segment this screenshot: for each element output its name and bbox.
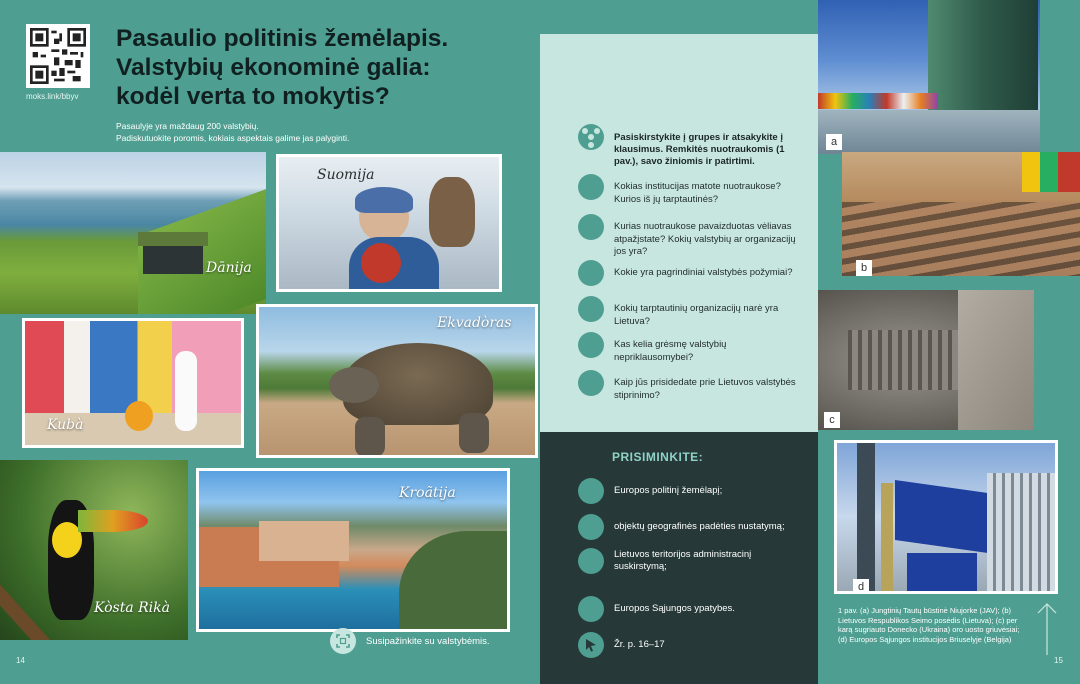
remember-item-2 — [578, 514, 804, 540]
intro-line-2: Padiskutuokite poromis, kokiais aspektais galime jas palyginti. — [116, 133, 350, 143]
caption-ecuador: Ekvadòras — [437, 315, 512, 331]
title-line-3: kodėl verta to mokytis? — [116, 83, 390, 110]
photo-cuba — [22, 318, 244, 448]
remember-item-1 — [578, 478, 804, 504]
figure-caption: 1 pav. (a) Jungtinių Tautų būstinė Niujorke (JAV); (b) Lietuvos Respublikos Seimo posėdis (Lietuva); (c) per karą sugriauto Donecko (Ukraina) oro uosto griuvėsiai; (d) Europos Sąjungos institucijos Briuselyje (Belgija) — [838, 606, 1020, 644]
caption-costa-rica: Kòsta Rikà — [94, 600, 170, 616]
question-bullet — [578, 260, 604, 286]
intro-line-1: Pasaulyje yra maždaug 200 valstybių. — [116, 121, 259, 131]
question-4 — [578, 296, 799, 328]
bottom-link[interactable] — [330, 628, 490, 654]
question-2 — [578, 214, 799, 259]
question-3 — [578, 260, 799, 286]
question-1 — [578, 174, 799, 206]
photo-letter-c: c — [824, 412, 840, 428]
page-number-right: 15 — [1054, 656, 1063, 665]
question-bullet — [578, 332, 604, 358]
task-intro: Pasiskirstykite į grupes ir atsakykite į klausimus. Remkitės nuotraukomis (1 pav.), savo žiniomis ir patirtimi. — [614, 132, 785, 167]
question-text: Kas kelia grėsmę valstybių nepriklausomybei? — [614, 339, 727, 363]
group-task-icon — [578, 124, 604, 150]
page-title — [116, 24, 536, 111]
question-bullet — [578, 214, 604, 240]
photo-letter-d: d — [853, 579, 869, 594]
photo-ecuador — [256, 304, 538, 458]
bottom-link-text[interactable]: Susipažinkite su valstybėmis. — [366, 635, 490, 647]
photo-denmark — [0, 152, 266, 314]
scan-icon — [330, 628, 356, 654]
caption-cuba: Kubà — [47, 417, 84, 433]
remember-bullet — [578, 548, 604, 574]
photo-b-seimas — [842, 152, 1080, 276]
remember-bullet — [578, 514, 604, 540]
question-text: Kokių tarptautinių organizacijų narė yra Lietuva? — [614, 303, 779, 327]
title-line-1: Pasaulio politinis žemėlapis. — [116, 25, 449, 52]
remember-ref-text[interactable]: Žr. p. 16–17 — [614, 638, 665, 650]
question-text: Kokias institucijas matote nuotraukose? Kurios iš jų tarptautinės? — [614, 181, 781, 205]
question-bullet — [578, 296, 604, 322]
pointer-icon — [578, 632, 604, 658]
photo-letter-b: b — [856, 260, 872, 276]
qr-code[interactable] — [26, 24, 90, 88]
question-text: Kurias nuotraukose pavaizduotas vėliavas atpažįstate? Kokių valstybių ar organizacijų jos yra? — [614, 221, 796, 257]
photo-costa-rica — [0, 460, 188, 640]
photo-letter-a: a — [826, 134, 842, 150]
title-line-2: Valstybių ekonominė galia: — [116, 54, 431, 81]
question-bullet — [578, 174, 604, 200]
photo-croatia — [196, 468, 510, 632]
remember-text: Europos politinį žemėlapį; — [614, 484, 723, 496]
question-text: Kaip jūs prisidedate prie Lietuvos valstybės stiprinimo? — [614, 377, 796, 401]
remember-text: Lietuvos teritorijos administracinį suskirstymą; — [614, 548, 752, 572]
caption-denmark: Dānija — [206, 260, 252, 276]
caption-finland: Suomija — [317, 167, 375, 183]
remember-item-4 — [578, 596, 804, 622]
remember-text: Europos Sąjungos ypatybes. — [614, 602, 735, 614]
up-arrow-icon — [1036, 602, 1058, 656]
remember-item-3 — [578, 548, 804, 574]
remember-heading: PRISIMINKITE: — [612, 450, 704, 464]
remember-text: objektų geografinės padėties nustatymą; — [614, 520, 785, 532]
remember-ref[interactable] — [578, 632, 804, 658]
intro-text — [116, 120, 536, 144]
photo-c-donetsk-airport — [818, 290, 1034, 430]
page-number-left: 14 — [16, 656, 25, 665]
question-6 — [578, 370, 799, 402]
caption-croatia: Kroãtija — [399, 485, 456, 501]
photo-finland — [276, 154, 502, 292]
qr-url[interactable]: moks.link/bbyv — [26, 92, 79, 101]
remember-bullet — [578, 478, 604, 504]
question-5 — [578, 332, 799, 364]
remember-bullet — [578, 596, 604, 622]
question-bullet — [578, 370, 604, 396]
question-text: Kokie yra pagrindiniai valstybės požymiai? — [614, 267, 793, 278]
photo-a-un-headquarters — [818, 0, 1040, 154]
qr-code-icon — [30, 28, 86, 84]
photo-d-eu-institutions — [834, 440, 1058, 594]
